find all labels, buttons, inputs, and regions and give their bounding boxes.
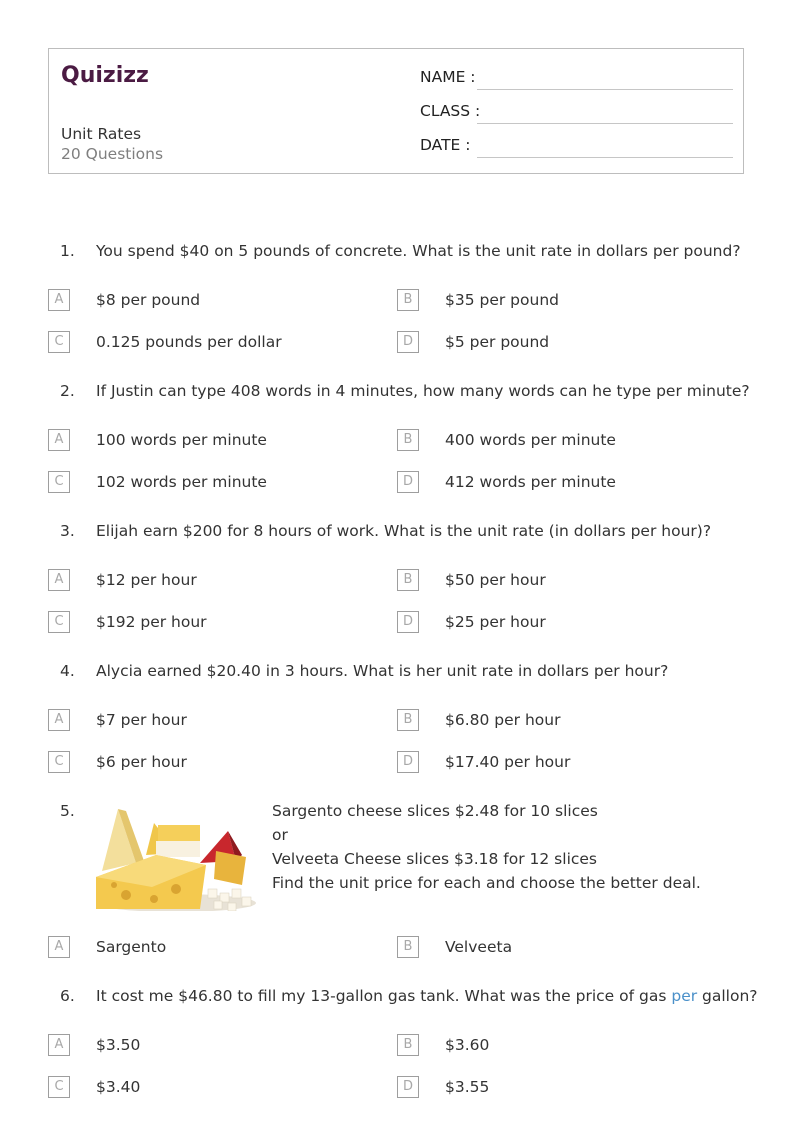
option-text: 102 words per minute	[96, 473, 267, 491]
option-letter-box[interactable]: C	[48, 1076, 70, 1098]
question-text	[96, 987, 758, 1005]
option-letter-box[interactable]: D	[397, 331, 419, 353]
option-letter-box[interactable]: A	[48, 936, 70, 958]
option-text: $3.55	[445, 1078, 490, 1096]
option-letter-box[interactable]: D	[397, 471, 419, 493]
option-text: 412 words per minute	[445, 473, 616, 491]
question-number: 3.	[60, 522, 75, 540]
option-letter-box[interactable]: B	[397, 936, 419, 958]
question-text-part: It cost me $46.80 to fill my 13-gallon gas tank. What was the price of gas	[96, 987, 672, 1005]
option-text: $50 per hour	[445, 571, 546, 589]
option-text: $7 per hour	[96, 711, 187, 729]
question-number: 4.	[60, 662, 75, 680]
quizizz-logo	[61, 58, 151, 90]
option-text: $192 per hour	[96, 613, 207, 631]
question-text-line: or	[272, 826, 288, 844]
option-text: Sargento	[96, 938, 167, 956]
option-letter-box[interactable]: A	[48, 429, 70, 451]
option-text: 400 words per minute	[445, 431, 616, 449]
option-letter-box[interactable]: B	[397, 429, 419, 451]
highlighted-word: per	[671, 987, 698, 1005]
question-text: Elijah earn $200 for 8 hours of work. What is the unit rate (in dollars per hour)?	[96, 522, 712, 540]
option-text: Velveeta	[445, 938, 513, 956]
option-letter-box[interactable]: A	[48, 289, 70, 311]
name-label: NAME :	[420, 68, 476, 86]
class-field[interactable]	[477, 123, 733, 124]
option-text: $3.40	[96, 1078, 141, 1096]
svg-text:Quizizz: Quizizz	[61, 63, 149, 88]
question-text: If Justin can type 408 words in 4 minutes, how many words can he type per minute?	[96, 382, 750, 400]
option-letter-box[interactable]: B	[397, 289, 419, 311]
option-text: $8 per pound	[96, 291, 201, 309]
option-letter-box[interactable]: B	[397, 1034, 419, 1056]
option-text: 0.125 pounds per dollar	[96, 333, 282, 351]
option-letter-box[interactable]: A	[48, 1034, 70, 1056]
question-count: 20 Questions	[61, 145, 164, 163]
option-letter-box[interactable]: D	[397, 751, 419, 773]
option-letter-box[interactable]: A	[48, 709, 70, 731]
option-letter-box[interactable]: C	[48, 751, 70, 773]
option-letter-box[interactable]: C	[48, 331, 70, 353]
option-text: $5 per pound	[445, 333, 550, 351]
option-text: $12 per hour	[96, 571, 197, 589]
question-text-line: Find the unit price for each and choose the better deal.	[272, 874, 701, 892]
question-text-line: Velveeta Cheese slices $3.18 for 12 slices	[272, 850, 598, 868]
date-label: DATE :	[420, 136, 471, 154]
option-letter-box[interactable]: B	[397, 709, 419, 731]
option-text: $6.80 per hour	[445, 711, 561, 729]
class-label: CLASS :	[420, 102, 481, 120]
option-text: $17.40 per hour	[445, 753, 571, 771]
option-letter-box[interactable]: A	[48, 569, 70, 591]
cheese-image	[96, 803, 256, 911]
worksheet-title: Unit Rates	[61, 125, 142, 143]
option-text: $35 per pound	[445, 291, 559, 309]
option-text: 100 words per minute	[96, 431, 267, 449]
option-letter-box[interactable]: C	[48, 471, 70, 493]
option-text: $25 per hour	[445, 613, 546, 631]
question-text-part: gallon?	[697, 987, 758, 1005]
question-number: 6.	[60, 987, 75, 1005]
option-text: $3.60	[445, 1036, 490, 1054]
option-letter-box[interactable]: B	[397, 569, 419, 591]
option-letter-box[interactable]: C	[48, 611, 70, 633]
option-letter-box[interactable]: D	[397, 1076, 419, 1098]
question-text: Alycia earned $20.40 in 3 hours. What is her unit rate in dollars per hour?	[96, 662, 669, 680]
name-field[interactable]	[477, 89, 733, 90]
option-text: $6 per hour	[96, 753, 187, 771]
option-text: $3.50	[96, 1036, 141, 1054]
question-number: 2.	[60, 382, 75, 400]
option-letter-box[interactable]: D	[397, 611, 419, 633]
question-text-line: Sargento cheese slices $2.48 for 10 slices	[272, 802, 598, 820]
date-field[interactable]	[477, 157, 733, 158]
question-number: 1.	[60, 242, 75, 260]
question-number: 5.	[60, 802, 75, 820]
question-text: You spend $40 on 5 pounds of concrete. What is the unit rate in dollars per pound?	[96, 242, 741, 260]
